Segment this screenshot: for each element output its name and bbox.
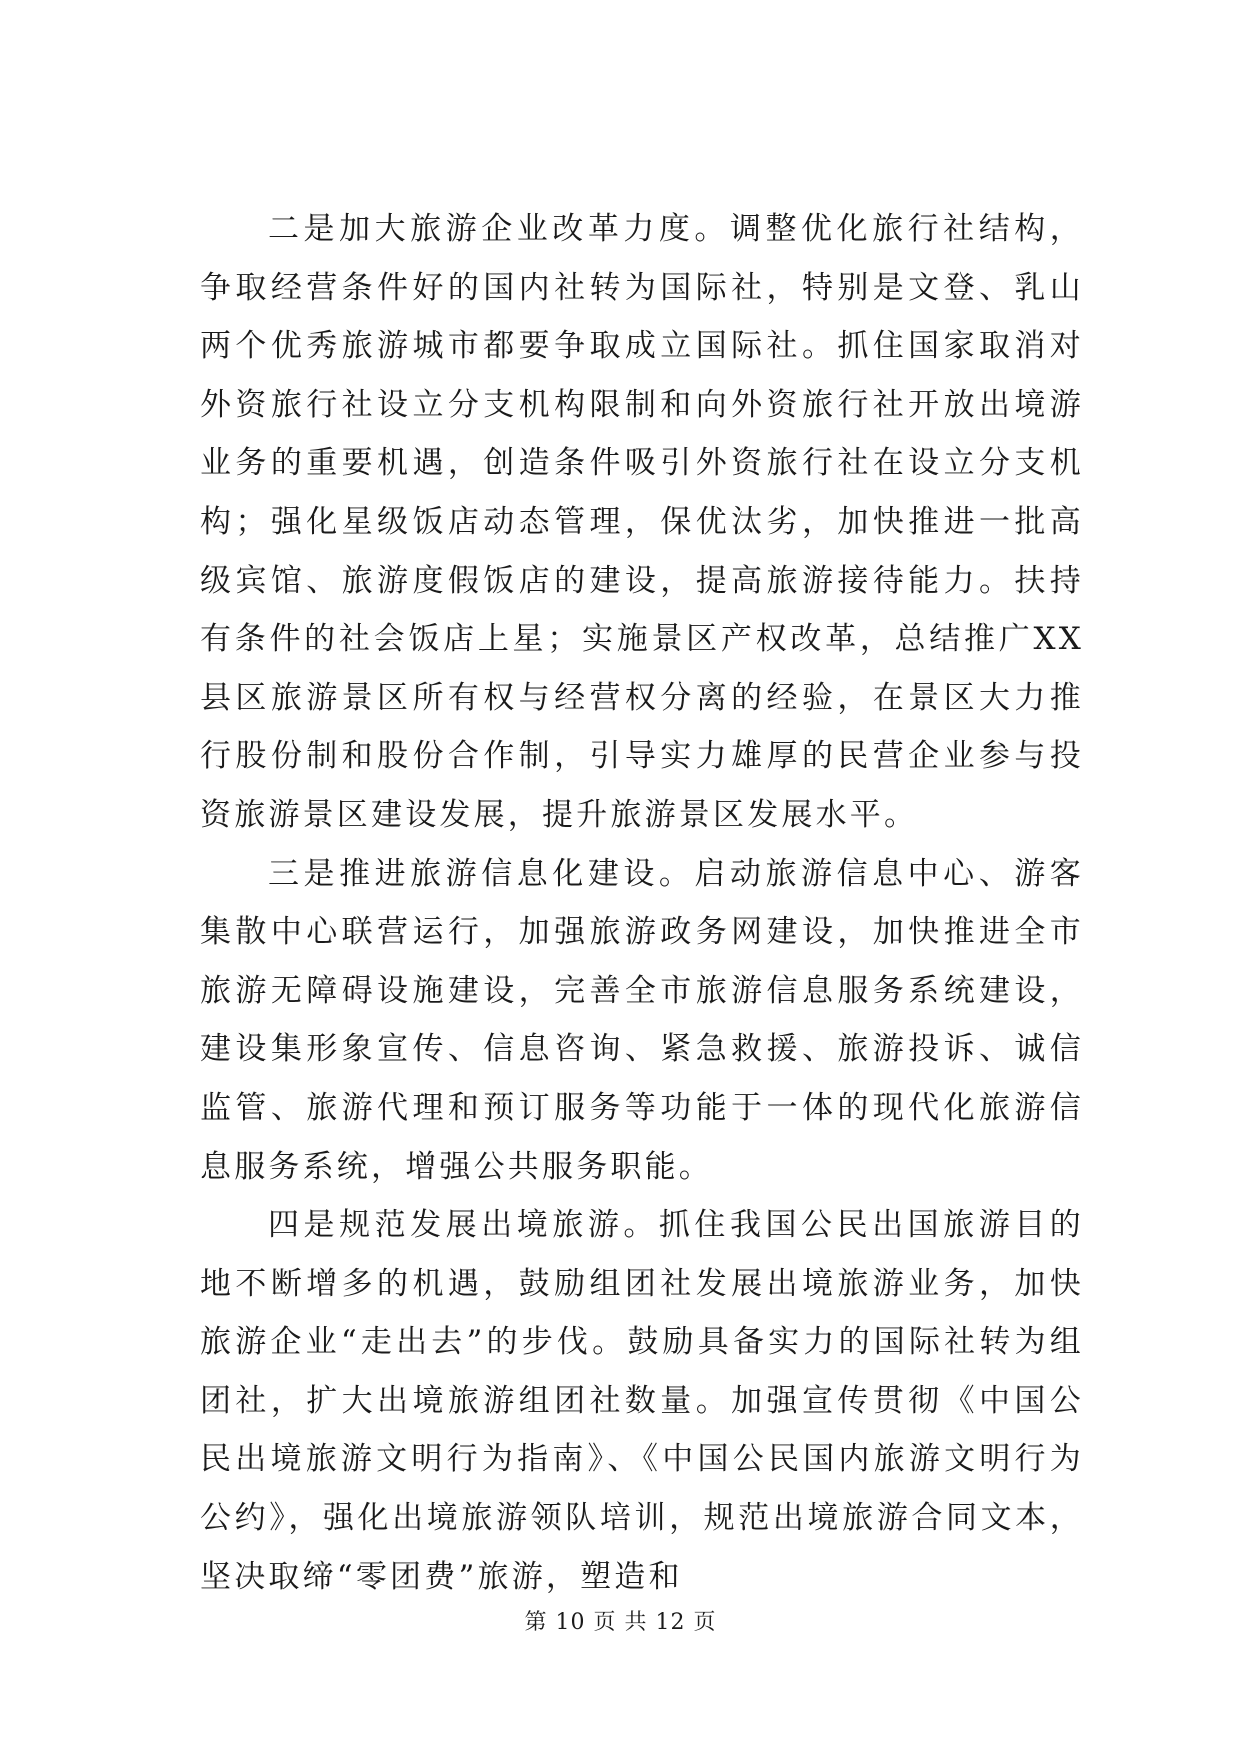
paragraph-outbound-tourism: 四是规范发展出境旅游。抓住我国公民出国旅游目的地不断增多的机遇，鼓励组团社发展出境旅游业务，加快旅游企业“走出去”的步伐。鼓励具备实力的国际社转为组团社，扩大出境旅游组团社数量。加强宣传贯彻《中国公民出境旅游文明行为指南》、《中国公民国内旅游文明行为公约》，强化出境旅游领队培训，规范出境旅游合同文本，坚决取缔“零团费”旅游，塑造和 xyxy=(200,1207,1084,1595)
page-number: 第 10 页 共 12 页 xyxy=(524,1610,717,1635)
body-text xyxy=(200,200,1084,1606)
page-footer xyxy=(0,1605,1241,1636)
paragraph-reform: 二是加大旅游企业改革力度。调整优化旅行社结构，争取经营条件好的国内社转为国际社，特别是文登、乳山两个优秀旅游城市都要争取成立国际社。抓住国家取消对外资旅行社设立分支机构限制和向外资旅行社开放出境游业务的重要机遇，创造条件吸引外资旅行社在设立分支机构；强化星级饭店动态管理，保优汰劣，加快推进一批高级宾馆、旅游度假饭店的建设，提高旅游接待能力。扶持有条件的社会饭店上星；实施景区产权改革，总结推广XX县区旅游景区所有权与经营权分离的经验，在景区大力推行股份制和股份合作制，引导实力雄厚的民营企业参与投资旅游景区建设发展，提升旅游景区发展水平。 xyxy=(200,211,1084,833)
paragraph-informatization: 三是推进旅游信息化建设。启动旅游信息中心、游客集散中心联营运行，加强旅游政务网建设，加快推进全市旅游无障碍设施建设，完善全市旅游信息服务系统建设，建设集形象宣传、信息咨询、紧急救援、旅游投诉、诚信监管、旅游代理和预订服务等功能于一体的现代化旅游信息服务系统，增强公共服务职能。 xyxy=(200,855,1084,1185)
